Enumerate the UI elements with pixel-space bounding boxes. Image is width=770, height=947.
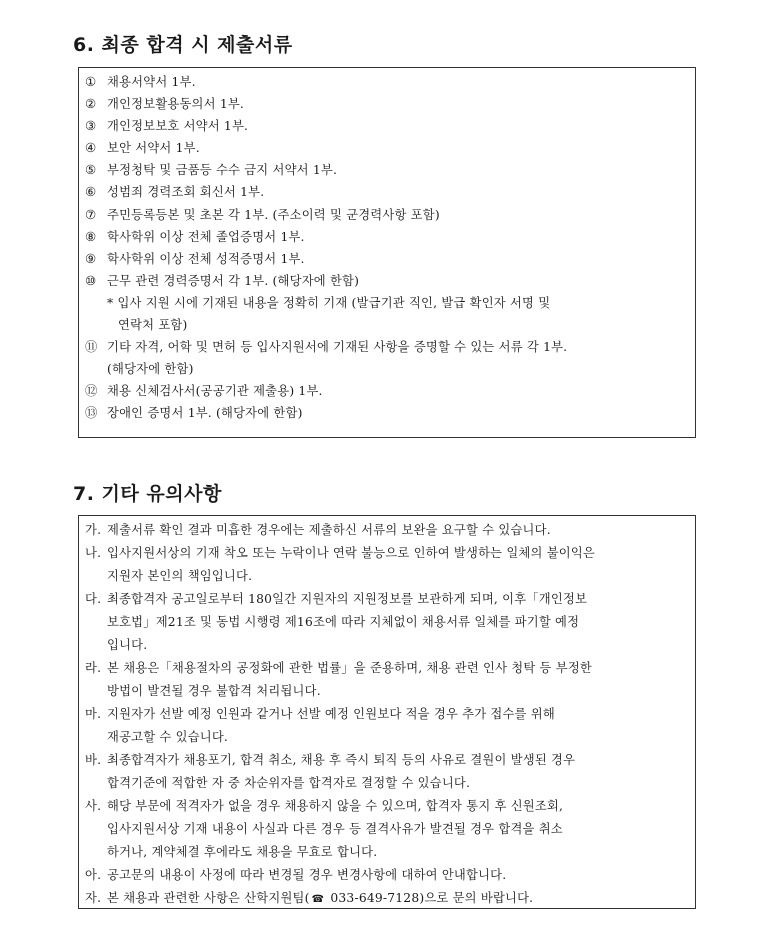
note-row: 바. 최종합격자가 채용포기, 합격 취소, 채용 후 즉시 퇴직 등의 사유로 결원이 발생된 경우 — [85, 753, 576, 767]
list-item: ⑪ 기타 자격, 어학 및 면허 등 입사지원서에 기재된 사항을 증명할 수 있는 서류 각 1부. — [85, 340, 568, 355]
note-row-contact: 자. 본 채용과 관련한 사항은 산학지원팀( ☎ 033-649-7128)으로 문의 바랍니다. — [85, 887, 687, 911]
note-row: 하거나, 계약체결 후에라도 채용을 무효로 합니다. — [107, 845, 378, 859]
note-row: 보호법」제21조 및 동법 시행령 제16조에 따라 지체없이 채용서류 일체를 파기할 예정 — [107, 615, 580, 629]
list-item: ⑤ 부정청탁 및 금품등 수수 금지 서약서 1부. — [85, 163, 338, 178]
item-11-cont: (해당자에 한함) — [107, 362, 194, 377]
list-item: ⑩ 근무 관련 경력증명서 각 1부. (해당자에 한함) — [85, 273, 360, 288]
note-row: 입니다. — [107, 638, 148, 652]
note-row: 다. 최종합격자 공고일로부터 180일간 지원자의 지원정보를 보관하게 되며, 이후「개인정보 — [85, 592, 588, 606]
note-row: 사. 해당 부문에 적격자가 없을 경우 채용하지 않을 수 있으며, 합격자 통지 후 신원조회, — [85, 799, 564, 813]
list-item: ① 채용서약서 1부. — [85, 75, 196, 89]
required-documents-box — [78, 67, 696, 438]
notes-box — [78, 515, 696, 909]
note-row: 합격기준에 적합한 자 중 차순위자를 합격자로 결정할 수 있습니다. — [107, 776, 471, 790]
item-10-note: * 입사 지원 시에 기재된 내용을 정확히 기재 (발급기관 직인, 발급 확인자 서명 및 — [107, 295, 551, 310]
phone-icon: ☎ — [311, 894, 325, 905]
list-item: ⑬ 장애인 증명서 1부. (해당자에 한함) — [85, 406, 303, 421]
note-row: 마. 지원자가 선발 예정 인원과 같거나 선발 예정 인원보다 적을 경우 추가 접수를 위해 — [85, 707, 555, 721]
list-item: ③ 개인정보보호 서약서 1부. — [85, 119, 249, 134]
section-6-title: 6. 최종 합격 시 제출서류 — [73, 34, 293, 56]
note-row: 방법이 발견될 경우 불합격 처리됩니다. — [107, 684, 321, 698]
section-7-title: 7. 기타 유의사항 — [73, 483, 222, 505]
list-item: ⑫ 채용 신체검사서(공공기관 제출용) 1부. — [85, 384, 323, 399]
list-item: ② 개인정보활용동의서 1부. — [85, 97, 245, 112]
note-row: 나. 입사지원서상의 기재 착오 또는 누락이나 연락 불능으로 인하여 발생하는 일체의 불이익은 — [85, 546, 596, 560]
list-item: ⑧ 학사학위 이상 전체 졸업증명서 1부. — [85, 229, 305, 244]
note-row: 가. 제출서류 확인 결과 미흡한 경우에는 제출하신 서류의 보완을 요구할 수 있습니다. — [85, 523, 551, 537]
item-10-note-cont: 연락처 포함) — [118, 318, 188, 333]
note-row: 지원자 본인의 책임입니다. — [107, 569, 253, 583]
list-item: ⑨ 학사학위 이상 전체 성적증명서 1부. — [85, 251, 305, 266]
note-row: 라. 본 채용은「채용절차의 공정화에 관한 법률」을 준용하며, 채용 관련 인사 청탁 등 부정한 — [85, 661, 592, 675]
list-item: ⑥ 성범죄 경력조회 회신서 1부. — [85, 185, 265, 200]
list-item: ⑦ 주민등록등본 및 초본 각 1부. (주소이력 및 군경력사항 포함) — [85, 207, 440, 222]
note-row: 아. 공고문의 내용이 사정에 따라 변경될 경우 변경사항에 대하여 안내합니다. — [85, 868, 507, 882]
note-row: 재공고할 수 있습니다. — [107, 730, 229, 744]
note-row: 입사지원서상 기재 내용이 사실과 다른 경우 등 결격사유가 발견될 경우 합격을 취소 — [107, 822, 563, 836]
list-item: ④ 보안 서약서 1부. — [85, 141, 200, 156]
